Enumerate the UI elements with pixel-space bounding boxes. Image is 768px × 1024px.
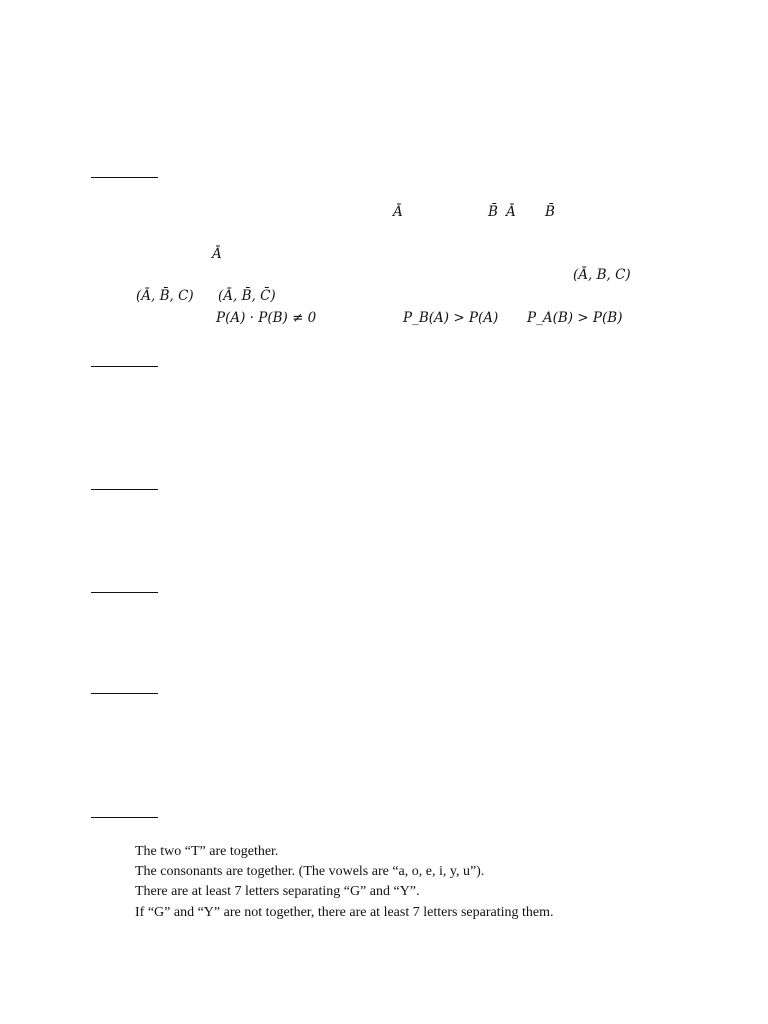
math-product: P(A) · P(B) ≠ 0 bbox=[216, 310, 317, 326]
math-triple: (Ā, B̄, C) bbox=[136, 288, 194, 304]
math-conditional-prob: P_B(A) > P(A) bbox=[403, 310, 499, 326]
math-b-bar: B̄ bbox=[545, 204, 555, 220]
math-a-bar: Ā bbox=[212, 246, 222, 262]
condition-item: The consonants are together. (The vowels are “a, o, e, i, y, u”). bbox=[135, 864, 485, 879]
section-rule-1 bbox=[91, 177, 158, 178]
math-triple: (Ā, B, C) bbox=[573, 267, 631, 283]
math-conditional-prob: P_A(B) > P(B) bbox=[527, 310, 623, 326]
condition-item: The two “T” are together. bbox=[135, 844, 279, 859]
math-a-bar: Ā bbox=[506, 204, 516, 220]
section-rule-5 bbox=[91, 693, 158, 694]
section-rule-4 bbox=[91, 592, 158, 593]
section-rule-6 bbox=[91, 817, 158, 818]
math-a-bar: Ā bbox=[393, 204, 403, 220]
section-rule-2 bbox=[91, 366, 158, 367]
condition-item: There are at least 7 letters separating “G” and “Y”. bbox=[135, 884, 420, 899]
math-triple: (Ā, B̄, C̄) bbox=[218, 288, 276, 304]
section-rule-3 bbox=[91, 489, 158, 490]
condition-item: If “G” and “Y” are not together, there are at least 7 letters separating them. bbox=[135, 905, 554, 920]
math-b-bar: B̄ bbox=[488, 204, 498, 220]
